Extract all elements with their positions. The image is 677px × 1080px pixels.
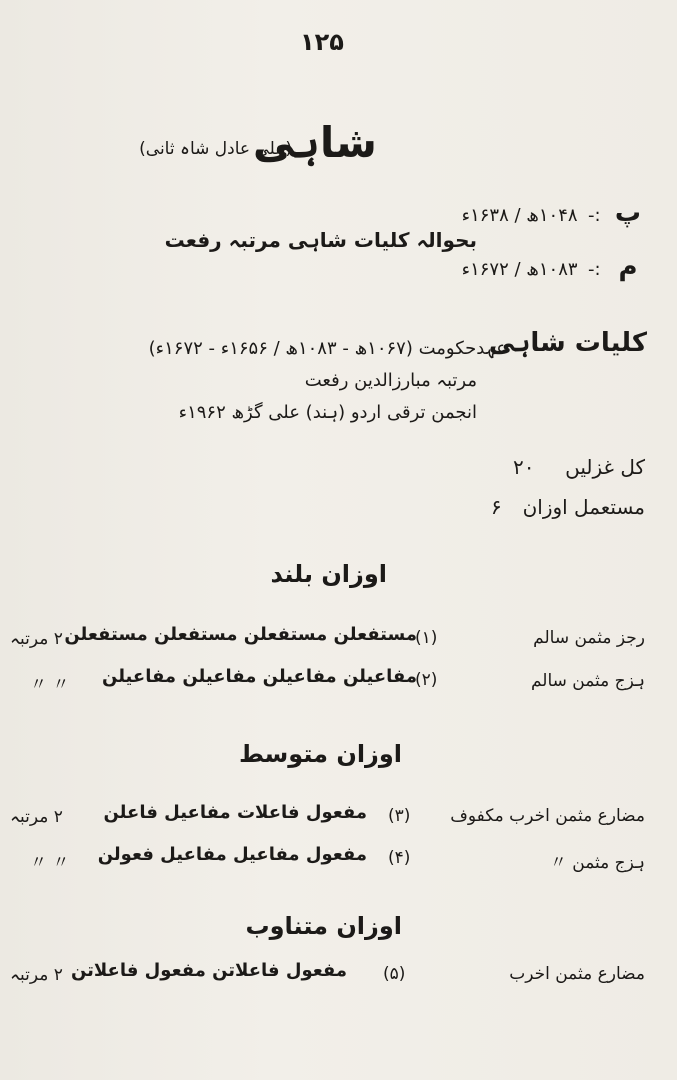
reign-period: عہدحکومت (۱۰۶۷ھ - ۱۰۸۳ھ / ۱۶۵۶ء - ۱۶۷۲ء) xyxy=(148,338,507,359)
bahr-number: (۲) xyxy=(415,670,438,690)
death-gregorian: ۱۶۷۲ء xyxy=(461,259,509,280)
section-title-mutanawib: اوزان متناوب xyxy=(245,912,402,940)
death-date-row: م :- ۱۰۸۳ھ / ۱۶۷۲ء xyxy=(462,252,645,282)
bahr-number: (۵) xyxy=(383,964,406,984)
bahr-pattern: مفعول فاعلات مفاعیل فاعلن xyxy=(103,802,367,823)
bahr-number: (۴) xyxy=(388,848,411,868)
poet-title: شاہی xyxy=(252,118,377,167)
reference-note: بحوالہ کلیات شاہی مرتبہ رفعت xyxy=(164,228,477,252)
bahr-count: ۲ مرتبہ xyxy=(10,965,63,985)
bahr-name: ہزج مثمن 〃 xyxy=(549,853,645,873)
birth-gregorian: ۱۶۳۸ء xyxy=(461,205,509,226)
bahr-count: 〃 〃 xyxy=(30,675,70,695)
birth-date-row: پ :- ۱۰۴۸ھ / ۱۶۳۸ء xyxy=(462,198,645,228)
bahr-pattern: مفاعیلن مفاعیلن مفاعیلن مفاعیلن xyxy=(102,666,417,687)
birth-key: پ xyxy=(614,198,642,228)
bahr-name: ہزج مثمن سالم xyxy=(530,671,645,691)
editor-line: مرتبہ مبارزالدین رفعت xyxy=(304,370,477,391)
stat-ghazals xyxy=(489,455,645,479)
death-key: م xyxy=(618,252,638,282)
birth-hijri: ۱۰۴۸ھ xyxy=(526,205,578,226)
bahr-pattern: مفعول فاعلاتن مفعول فاعلاتن xyxy=(70,960,347,981)
poet-subtitle: (علی عادل شاہ ثانی) xyxy=(139,139,292,159)
section-title-mutawassit: اوزان متوسط xyxy=(238,740,402,768)
bahr-name: مضارع مثمن اخرب مکفوف xyxy=(450,806,645,826)
stat-meters-value: ۶ xyxy=(490,495,502,519)
bahr-count: ۲ مرتبہ xyxy=(10,629,63,649)
bahr-number: (۱) xyxy=(415,628,438,648)
stat-meters xyxy=(476,495,645,519)
bahr-name: مضارع مثمن اخرب xyxy=(509,964,645,984)
kulliyat-heading: کلیات شاہی xyxy=(488,328,647,358)
stat-ghazals-label: کل غزلیں xyxy=(565,455,645,479)
stat-ghazals-value: ۲۰ xyxy=(513,455,535,479)
publisher-line: انجمن ترقی اردو (ہند) علی گڑھ ۱۹۶۲ء xyxy=(178,402,477,423)
death-hijri: ۱۰۸۳ھ xyxy=(526,259,578,280)
bahr-number: (۳) xyxy=(388,806,411,826)
bahr-count: ۲ مرتبہ xyxy=(10,807,63,827)
stat-meters-label: مستعمل اوزان xyxy=(522,495,645,519)
bahr-count: 〃 〃 xyxy=(30,853,70,873)
bahr-pattern: مفعول مفاعیل مفاعیل فعولن xyxy=(97,844,367,865)
page-number: ۱۲۵ xyxy=(300,28,344,56)
section-title-buland: اوزان بلند xyxy=(270,560,387,588)
bahr-pattern: مستفعلن مستفعلن مستفعلن مستفعلن xyxy=(64,624,417,645)
bahr-name: رجز مثمن سالم xyxy=(533,628,645,648)
